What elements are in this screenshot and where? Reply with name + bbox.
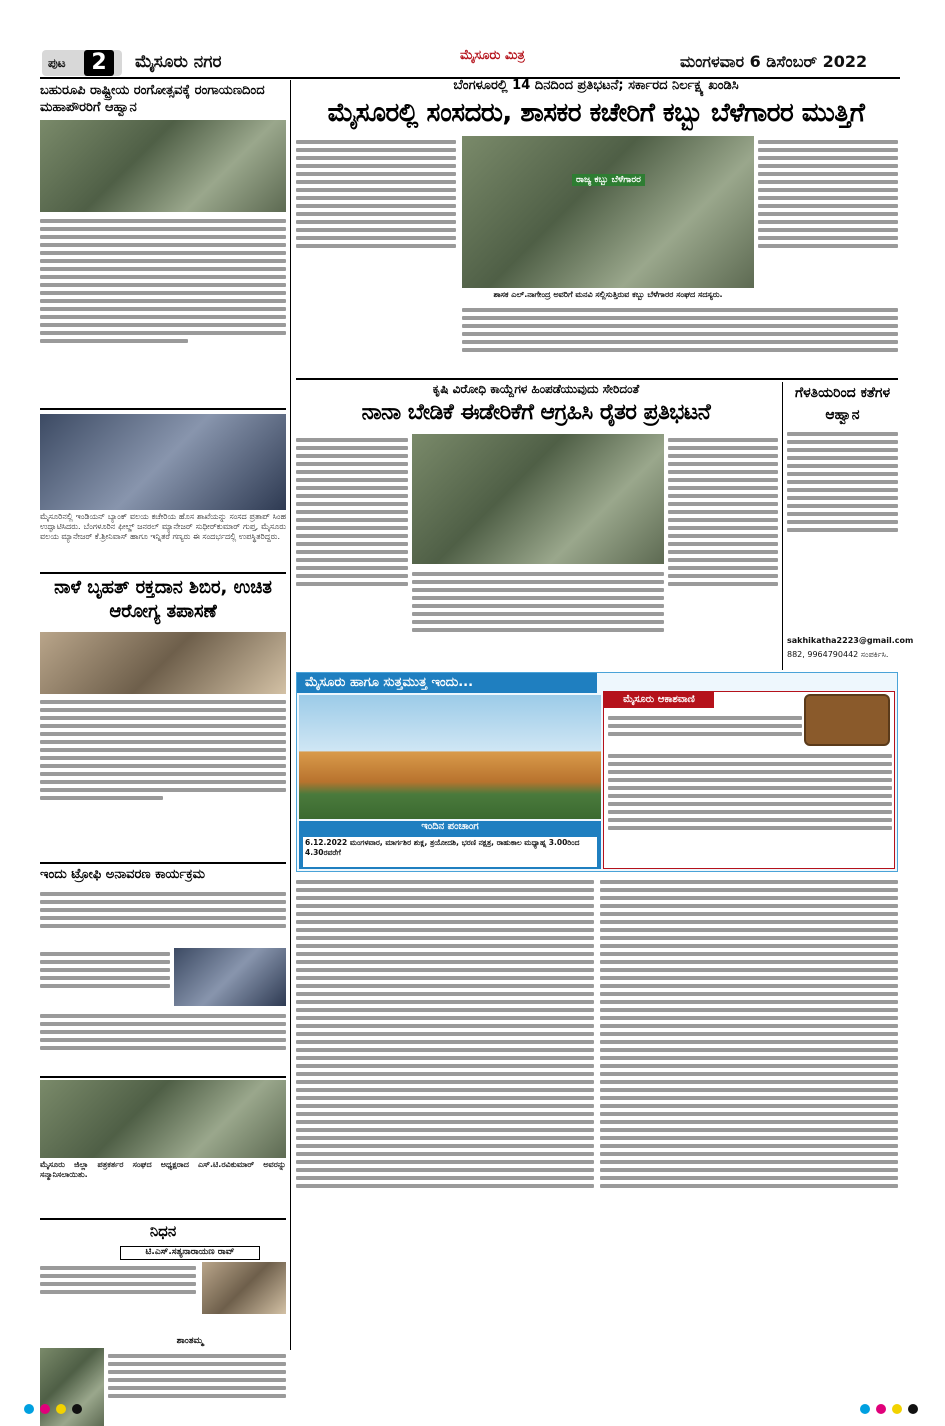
story4-text-c (40, 1010, 286, 1074)
stories-box-title: ಗೆಳತಿಯರಿಂದ ಕತೆಗಳ ಆಹ್ವಾನ (794, 385, 891, 423)
farmers-text-left (296, 434, 408, 666)
masthead: ಮೈಸೂರು ಮಿತ್ರ (460, 48, 525, 63)
registration-mark (860, 1404, 870, 1414)
divider (40, 862, 286, 864)
panchanga-box (299, 821, 601, 869)
obituary2-photo (40, 1348, 104, 1426)
story5-caption: ಮೈಸೂರು ಜಿಲ್ಲಾ ಪತ್ರಕರ್ತರ ಸಂಘದ ಅಧ್ಯಕ್ಷರಾದ ಎಸ್.ಟಿ.ರವಿಕುಮಾರ್ ಅವರನ್ನು ಸನ್ಮಾನಿಸಲಾಯಿತು. (40, 1160, 286, 1179)
farmers-text-right (668, 434, 778, 668)
blood-camp-photo (40, 632, 286, 694)
bank-photo (40, 414, 286, 510)
story2-caption: ಮೈಸೂರಿನಲ್ಲಿ ಇಂಡಿಯನ್ ಬ್ಯಾಂಕ್ ವಲಯ ಕಚೇರಿಯ ಹೊಸ ಶಾಖೆಯನ್ನು ಸಂಸದ ಪ್ರತಾಪ್ ಸಿಂಹ ಉದ್ಘಾಟಿಸಿದರು. ಬೆಂಗಳೂರಿನ ಫೀಲ್ಡ್ ಜನರಲ್ ಮ್ಯಾನೇಜರ್ ಸುಧೀರ್‌ಕುಮಾರ್ ಗುಪ್ತ, ಮೈಸೂರು ವಲಯ ಮ್ಯಾನೇಜರ್ ಕೆ.ಶ್ರೀನಿವಾಸ್ ಹಾಗೂ ಇನ್ನಿತರೆ ಗಣ್ಯರು ಈ ಸಂದರ್ಭದಲ್ಲಿ ಉಪಸ್ಥಿತರಿದ್ದರು. (40, 512, 286, 541)
lead-photo-caption: ಶಾಸಕ ಎಲ್.ನಾಗೇಂದ್ರ ಅವರಿಗೆ ಮನವಿ ಸಲ್ಲಿಸುತ್ತಿರುವ ಕಬ್ಬು ಬೆಳೆಗಾರರ ಸಂಘದ ಸದಸ್ಯರು. (493, 290, 723, 299)
stories-box-text (787, 432, 898, 532)
today-section (296, 672, 898, 872)
registration-mark (892, 1404, 902, 1414)
stories-box-email: sakhikatha2223@gmail.com (787, 636, 914, 645)
lead-headline: ಮೈಸೂರಲ್ಲಿ ಸಂಸದರು, ಶಾಸಕರ ಕಚೇರಿಗೆ ಕಬ್ಬು ಬೆಳೆಗಾರರ ಮುತ್ತಿಗೆ (327, 98, 865, 128)
lead-photo (462, 136, 754, 288)
events-listing-left (296, 876, 594, 1356)
obituary1-photo (202, 1262, 286, 1314)
obituary-title: ನಿಧನ (149, 1222, 177, 1240)
felicitation-photo (40, 1080, 286, 1158)
registration-mark (56, 1404, 66, 1414)
stories-box-phone: 882, 9964790442 ಸಂಪರ್ಕಿಸಿ. (787, 650, 889, 659)
registration-mark (24, 1404, 34, 1414)
obituary2-text (108, 1350, 286, 1426)
registration-mark (908, 1404, 918, 1414)
section-title: ಮೈಸೂರು ನಗರ (135, 52, 222, 72)
page-number: 2 (84, 50, 114, 76)
registration-mark (72, 1404, 82, 1414)
radio-icon (804, 694, 890, 746)
obituary2-name: ಶಾಂತಮ್ಮ (176, 1336, 204, 1346)
page-header (40, 46, 900, 76)
story1-text (40, 215, 286, 405)
story4-headline: ಇಂದು ಟ್ರೋಫಿ ಅನಾವರಣ ಕಾರ್ಯಕ್ರಮ (40, 867, 205, 882)
lead-text-right (758, 136, 898, 304)
panchanga-title: ಇಂದಿನ ಪಂಚಾಂಗ (421, 821, 479, 832)
story3-text (40, 696, 286, 856)
divider (40, 1076, 286, 1078)
divider (40, 408, 286, 410)
radio-title: ಮೈಸೂರು ಆಕಾಶವಾಣಿ (604, 692, 714, 708)
panchanga-line: 6.12.2022 ಮಂಗಳವಾರ, ಮಾರ್ಗಶಿರ ಶುಕ್ಲ, ತ್ರಯೋದಶಿ, ಭರಣಿ ನಕ್ಷತ್ರ, ರಾಹುಕಾಲ ಮಧ್ಯಾಹ್ನ 3.00ರಿಂದ 4.30ರವರೆಗೆ (303, 837, 597, 867)
farmers-text-mid (412, 568, 664, 668)
obituary1-name: ಟಿ.ಎಸ್.ಸತ್ಯನಾರಾಯಣ ರಾವ್ (120, 1246, 260, 1260)
farmers-photo (412, 434, 664, 564)
registration-mark (40, 1404, 50, 1414)
story1-photo (40, 120, 286, 212)
page-label: ಪುಟ (48, 56, 66, 70)
left-column (40, 80, 286, 1400)
page-number-badge (42, 50, 122, 76)
divider (40, 1218, 286, 1220)
trophy-photo (174, 948, 286, 1006)
story1-headline: ಬಹುರೂಪಿ ರಾಷ್ಟ್ರೀಯ ರಂಗೋತ್ಸವಕ್ಕೆ ರಂಗಾಯಣದಿಂದ ಮಹಾಪೌರರಿಗೆ ಆಹ್ವಾನ (40, 83, 265, 115)
radio-schedule (608, 712, 802, 740)
registration-mark (876, 1404, 886, 1414)
story3-headline: ನಾಳೆ ಬೃಹತ್ ರಕ್ತದಾನ ಶಿಬಿರ, ಉಚಿತ ಆರೋಗ್ಯ ತಪಾಸಣೆ (54, 577, 272, 622)
farmers-kicker: ಕೃಷಿ ವಿರೋಧಿ ಕಾಯ್ದೆಗಳ ಹಿಂಪಡೆಯುವುದು ಸೇರಿದಂತೆ (432, 382, 640, 396)
story4-text-b (40, 948, 170, 1008)
radio-box (603, 691, 895, 869)
story4-text-a (40, 888, 286, 948)
stories-invite-box (782, 382, 914, 670)
divider (296, 378, 898, 380)
lead-text-bottom (462, 304, 898, 376)
lead-text-left (296, 136, 456, 304)
column-divider (290, 80, 291, 1350)
palace-photo (299, 695, 601, 819)
farmers-headline: ನಾನಾ ಬೇಡಿಕೆ ಈಡೇರಿಕೆಗೆ ಆಗ್ರಹಿಸಿ ರೈತರ ಪ್ರತಿಭಟನೆ (361, 400, 711, 425)
issue-date: ಮಂಗಳವಾರ 6 ಡಿಸೆಂಬರ್ 2022 (680, 52, 868, 71)
divider (40, 572, 286, 574)
today-title: ಮೈಸೂರು ಹಾಗೂ ಸುತ್ತಮುತ್ತ ಇಂದು... (297, 673, 597, 693)
obituary1-text (40, 1262, 196, 1314)
lead-photo-banner: ರಾಜ್ಯ ಕಬ್ಬು ಬೆಳೆಗಾರರ (572, 174, 645, 186)
lead-kicker: ಬೆಂಗಳೂರಲ್ಲಿ 14 ದಿನದಿಂದ ಪ್ರತಿಭಟನೆ; ಸರ್ಕಾರದ ನಿರ್ಲಕ್ಷ್ಯ ಖಂಡಿಸಿ (453, 78, 739, 93)
radio-schedule-b (608, 750, 892, 834)
events-listing-right (600, 876, 898, 1356)
